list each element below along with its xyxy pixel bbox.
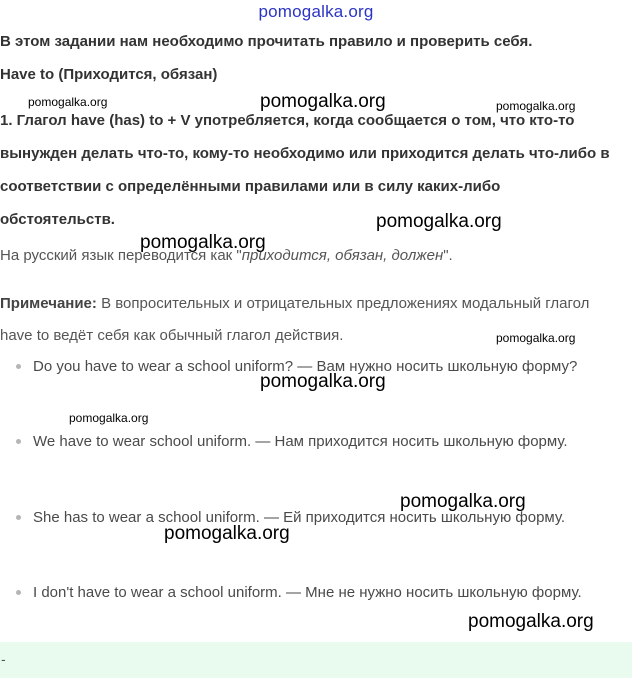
watermark: pomogalka.org <box>28 95 108 109</box>
watermark: pomogalka.org <box>400 491 526 512</box>
watermark: pomogalka.org <box>468 611 594 632</box>
bullet-dot-icon <box>16 515 21 520</box>
example-text: She has to wear a school uniform. — Ей приходится носить школьную форму. <box>33 509 566 526</box>
watermark: pomogalka.org <box>376 211 502 232</box>
task-intro: В этом задании нам необходимо прочитать правило и проверить себя. <box>0 33 533 50</box>
note-label: Примечание: <box>0 295 97 312</box>
watermark: pomogalka.org <box>140 232 266 253</box>
rule-title: Have to (Приходится, обязан) <box>0 66 218 83</box>
watermark: pomogalka.org <box>496 331 576 345</box>
example-text: I don't have to wear a school uniform. — Мне не нужно носить школьную форму. <box>33 584 582 601</box>
translation-suffix: ". <box>443 247 453 264</box>
watermark: pomogalka.org <box>260 371 386 392</box>
bullet-dot-icon <box>16 590 21 595</box>
note-text: В вопросительных и отрицательных предложениях модальный глагол have to ведёт себя как обычный глагол действия. <box>0 295 590 344</box>
example-text: We have to wear school uniform. — Нам приходится носить школьную форму. <box>33 433 568 450</box>
rule-body: 1. Глагол have (has) to + V употребляется, когда сообщается о том, что кто-то вынужден делать что-то, кому-то необходимо или приходится делать что-либо в соответствии с определёнными правилами или в силу каких-либо обстоятельств. <box>0 112 610 228</box>
watermark: pomogalka.org <box>260 91 386 112</box>
example-item <box>33 576 603 609</box>
translation-prefix: На русский язык переводится как " <box>0 247 242 264</box>
footer-dash: - <box>1 651 6 667</box>
site-header[interactable] <box>0 2 632 22</box>
watermark: pomogalka.org <box>69 411 149 425</box>
watermark: pomogalka.org <box>496 99 576 113</box>
watermark: pomogalka.org <box>164 523 290 544</box>
footer-bar <box>0 642 632 678</box>
example-item <box>33 425 603 458</box>
site-header-link[interactable]: pomogalka.org <box>258 2 374 21</box>
translation-italic: приходится, обязан, должен <box>241 247 444 264</box>
example-text: Do you have to wear a school uniform? — Вам нужно носить школьную форму? <box>33 358 578 375</box>
bullet-dot-icon <box>16 439 21 444</box>
bullet-dot-icon <box>16 364 21 369</box>
